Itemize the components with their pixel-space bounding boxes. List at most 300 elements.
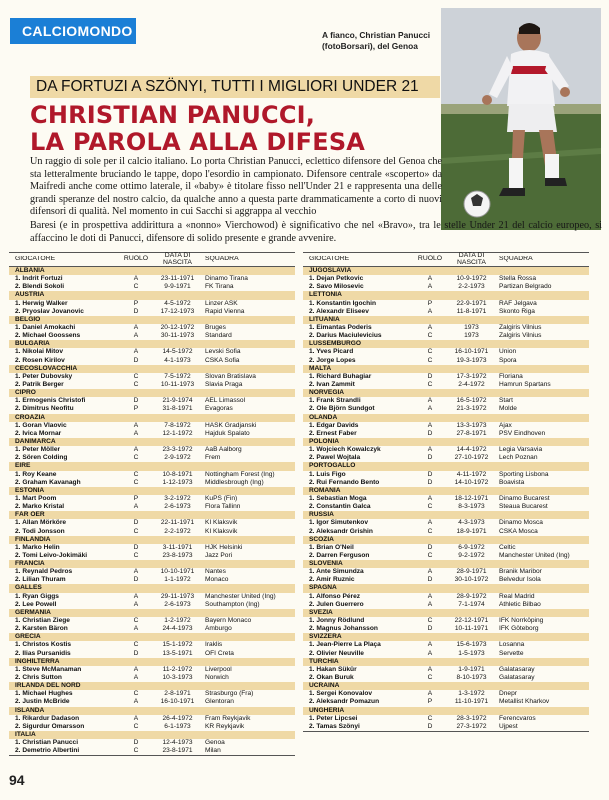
player-dob: 13-5-1971 xyxy=(162,649,193,657)
player-role: C xyxy=(133,641,139,649)
player-name: 1. Dejan Petkovic xyxy=(309,275,364,283)
player-role: D xyxy=(133,397,139,405)
player-dob: 12-1-1972 xyxy=(162,429,193,437)
title-line-2: LA PAROLA ALLA DIFESA xyxy=(30,128,366,156)
country-name: GERMANIA xyxy=(15,608,51,616)
player-team: Start xyxy=(499,397,513,405)
players-table-right xyxy=(303,252,589,732)
player-row xyxy=(9,332,295,340)
player-name: 2. Ivan Zammit xyxy=(309,380,355,388)
player-role: C xyxy=(133,617,139,625)
section-tag: CALCIOMONDO xyxy=(10,18,136,44)
player-dob: 7-1-1974 xyxy=(458,600,485,608)
players-table-left xyxy=(9,252,295,756)
player-team: Amburgo xyxy=(205,625,232,633)
player-name: 2. Amir Ruznic xyxy=(309,576,355,584)
player-role: A xyxy=(427,397,433,405)
player-dob: 21-3-1972 xyxy=(456,405,487,413)
player-dob: 1-2-1972 xyxy=(164,617,191,625)
country-name: FINLANDIA xyxy=(15,535,51,543)
player-row xyxy=(9,528,295,536)
player-name: 2. Ilias Pursanidis xyxy=(15,649,71,657)
player-role: A xyxy=(133,275,139,283)
country-row xyxy=(303,487,589,495)
table-header xyxy=(303,253,589,267)
player-role: C xyxy=(133,283,139,291)
player-row xyxy=(9,430,295,438)
player-dob: 12-4-1973 xyxy=(162,739,193,747)
player-dob: 1-5-1973 xyxy=(458,649,485,657)
country-name: CECOSLOVACCHIA xyxy=(15,364,78,372)
player-name: 2. Alexandr Eliseev xyxy=(309,307,369,315)
player-name: 2. Okan Buruk xyxy=(309,674,354,682)
player-dob: 19-3-1973 xyxy=(456,356,487,364)
country-name: MALTA xyxy=(309,364,332,372)
player-name: 2. Chris Sutton xyxy=(15,674,62,682)
player-dob: 9-9-1971 xyxy=(164,283,191,291)
player-role: A xyxy=(133,348,139,356)
player-role: C xyxy=(427,617,433,625)
player-name: 1. Roy Keane xyxy=(15,470,57,478)
player-team: CSKA Sofia xyxy=(205,356,240,364)
header-team: SQUADRA xyxy=(205,256,239,263)
player-row xyxy=(303,446,589,454)
table-header xyxy=(9,253,295,267)
player-team: OFI Creta xyxy=(205,649,234,657)
player-role: A xyxy=(427,307,433,315)
player-team: Norwich xyxy=(205,674,229,682)
player-dob: 18-9-1971 xyxy=(456,527,487,535)
player-team: Steaua Bucarest xyxy=(499,503,548,511)
country-row xyxy=(9,291,295,299)
player-name: 1. Christian Panucci xyxy=(15,739,79,747)
player-team: Skonto Riga xyxy=(499,307,535,315)
country-row xyxy=(9,267,295,275)
player-dob: 14-4-1972 xyxy=(456,446,487,454)
player-role: A xyxy=(427,649,433,657)
player-team: Levski Sofia xyxy=(205,348,241,356)
player-role: C xyxy=(133,380,139,388)
player-role: C xyxy=(133,372,139,380)
player-dob: 6-1-1973 xyxy=(164,722,191,730)
player-row xyxy=(9,552,295,560)
player-role: D xyxy=(427,372,433,380)
player-dob: 11-2-1972 xyxy=(162,665,193,673)
player-name: 2. Julen Guerrero xyxy=(309,600,364,608)
player-row xyxy=(9,283,295,291)
country-name: EIRE xyxy=(15,462,31,470)
player-dob: 27-8-1971 xyxy=(456,429,487,437)
player-row xyxy=(303,454,589,462)
player-row xyxy=(9,308,295,316)
player-role: A xyxy=(427,592,433,600)
player-row xyxy=(9,324,295,332)
country-name: SCOZIA xyxy=(309,535,334,543)
player-team: FK Tirana xyxy=(205,283,234,291)
country-name: NORVEGIA xyxy=(309,389,345,397)
player-dob: 7-8-1972 xyxy=(164,421,191,429)
player-row xyxy=(9,568,295,576)
player-role: C xyxy=(427,503,433,511)
country-row xyxy=(9,462,295,470)
player-dob: 1-1-1972 xyxy=(164,576,191,584)
player-name: 1. Edgar Davids xyxy=(309,421,359,429)
player-team: Slavia Praga xyxy=(205,380,243,388)
player-name: 1. Christian Ziege xyxy=(15,617,70,625)
player-row xyxy=(303,300,589,308)
player-dob: 8-10-1973 xyxy=(456,674,487,682)
country-row xyxy=(303,560,589,568)
header-dob: DATA DI NASCITA xyxy=(163,251,192,266)
player-dob: 11-10-1971 xyxy=(454,698,489,706)
country-row xyxy=(9,340,295,348)
player-team: Galatasaray xyxy=(499,674,535,682)
player-dob: 10-11-1971 xyxy=(454,625,489,633)
player-dob: 22-12-1971 xyxy=(454,617,489,625)
player-dob: 10-11-1973 xyxy=(160,380,195,388)
player-name: 1. Igor Simutenkov xyxy=(309,519,368,527)
player-name: 2. Blendi Sokoli xyxy=(15,283,65,291)
player-team: Jazz Pori xyxy=(205,551,233,559)
player-name: 1. Peter Dubovsky xyxy=(15,372,73,380)
country-name: FRANCIA xyxy=(15,560,45,568)
country-name: ALBANIA xyxy=(15,267,45,274)
player-role: D xyxy=(133,649,139,657)
player-team: Branik Maribor xyxy=(499,568,542,576)
player-role: A xyxy=(427,690,433,698)
player-team: AaB Aalborg xyxy=(205,446,242,454)
player-role: D xyxy=(427,576,433,584)
country-name: IRLANDA DEL NORD xyxy=(15,682,81,690)
player-role: C xyxy=(133,722,139,730)
player-row xyxy=(9,617,295,625)
country-name: RUSSIA xyxy=(309,511,334,519)
player-team: Ferencvaros xyxy=(499,714,536,722)
country-name: SVEZIA xyxy=(309,608,333,616)
country-row xyxy=(303,633,589,641)
player-role: D xyxy=(427,722,433,730)
country-name: UNGHERIA xyxy=(309,706,345,714)
player-row xyxy=(303,373,589,381)
country-row xyxy=(9,584,295,592)
country-row xyxy=(9,658,295,666)
player-dob: 10-10-1971 xyxy=(160,568,195,576)
player-role: P xyxy=(427,698,433,706)
player-role: A xyxy=(133,429,139,437)
player-row xyxy=(303,405,589,413)
player-role: P xyxy=(133,299,139,307)
player-dob: 10-9-1972 xyxy=(456,275,487,283)
player-row xyxy=(9,454,295,462)
player-team: Fram Reykjavik xyxy=(205,714,251,722)
player-name: 1. Peter Lipcsei xyxy=(309,714,358,722)
player-dob: 22-11-1971 xyxy=(160,519,195,527)
player-name: 1. Rikardur Dadason xyxy=(15,714,80,722)
player-name: 2. Savo Milosevic xyxy=(309,283,364,291)
player-row xyxy=(9,576,295,584)
country-row xyxy=(303,291,589,299)
player-role: D xyxy=(133,543,139,551)
player-dob: 2-8-1971 xyxy=(164,690,191,698)
player-team: Dinamo Bucarest xyxy=(499,494,550,502)
player-role: D xyxy=(133,576,139,584)
player-dob: 1-9-1971 xyxy=(458,665,485,673)
player-role: A xyxy=(133,625,139,633)
player-dob: 22-9-1971 xyxy=(456,299,487,307)
player-row xyxy=(9,641,295,649)
header-role: RUOLO xyxy=(123,255,149,263)
player-role: A xyxy=(427,519,433,527)
country-name: LITUANIA xyxy=(309,315,340,323)
player-role: C xyxy=(427,348,433,356)
player-team: Ujpest xyxy=(499,722,518,730)
player-dob: 15-6-1973 xyxy=(456,641,487,649)
player-dob: 20-12-1972 xyxy=(160,323,195,331)
player-role: A xyxy=(133,446,139,454)
player-name: 2. Pawel Wojtala xyxy=(309,454,361,462)
player-dob: 18-12-1971 xyxy=(454,494,489,502)
player-team: Liverpool xyxy=(205,665,232,673)
player-role: A xyxy=(427,568,433,576)
player-role: D xyxy=(427,454,433,462)
player-team: HASK Gradjanski xyxy=(205,421,257,429)
player-dob: 31-8-1971 xyxy=(162,405,193,413)
country-name: CIPRO xyxy=(15,389,36,397)
player-row xyxy=(9,698,295,706)
player-team: Spora xyxy=(499,356,517,364)
player-team: Molde xyxy=(499,405,517,413)
player-dob: 21-9-1974 xyxy=(162,397,193,405)
player-dob: 13-3-1973 xyxy=(456,421,487,429)
player-team: Losanna xyxy=(499,641,525,649)
player-role: D xyxy=(427,429,433,437)
country-name: PORTOGALLO xyxy=(309,462,356,470)
country-row xyxy=(303,389,589,397)
player-role: A xyxy=(427,641,433,649)
player-team: KI Klaksvik xyxy=(205,519,238,527)
player-name: 2. Lilian Thuram xyxy=(15,576,66,584)
player-dob: 23-8-1971 xyxy=(162,747,193,755)
player-row xyxy=(303,593,589,601)
player-name: 1. Luis Figo xyxy=(309,470,346,478)
player-role: D xyxy=(427,470,433,478)
player-name: 2. Darren Ferguson xyxy=(309,551,370,559)
player-team: Hamrun Spartans xyxy=(499,380,551,388)
player-dob: 2-6-1973 xyxy=(164,503,191,511)
country-row xyxy=(303,462,589,470)
player-dob: 27-3-1972 xyxy=(456,722,487,730)
country-row xyxy=(303,707,589,715)
player-name: 1. Ryan Giggs xyxy=(15,592,59,600)
player-name: 1. Wojciech Kowalczyk xyxy=(309,446,381,454)
player-role: A xyxy=(133,665,139,673)
country-row xyxy=(303,316,589,324)
photo-caption: A fianco, Christian Panucci (fotoBorsari), del Genoa xyxy=(322,30,431,51)
player-dob: 17-3-1972 xyxy=(456,372,487,380)
player-name: 1. Hakan Sükür xyxy=(309,665,357,673)
player-photo-illustration xyxy=(441,8,601,230)
player-team: Linzer ASK xyxy=(205,299,238,307)
player-team: Boavista xyxy=(499,478,525,486)
player-role: A xyxy=(427,665,433,673)
player-team: Frem xyxy=(205,454,221,462)
country-name: POLONIA xyxy=(309,437,340,445)
player-team: Dinamo Tirana xyxy=(205,275,248,283)
player-row xyxy=(303,357,589,365)
player-team: AEL Limassol xyxy=(205,397,246,405)
country-row xyxy=(303,682,589,690)
player-dob: 3-11-1971 xyxy=(162,543,193,551)
player-name: 1. Ermogenis Christofi xyxy=(15,397,86,405)
player-team: Sporting Lisbona xyxy=(499,470,549,478)
country-row xyxy=(303,267,589,275)
player-team: KuPS (Fin) xyxy=(205,494,238,502)
player-row xyxy=(9,381,295,389)
player-dob: 1-12-1973 xyxy=(162,478,193,486)
player-role: C xyxy=(427,332,433,340)
player-role: A xyxy=(427,600,433,608)
country-row xyxy=(9,316,295,324)
player-row xyxy=(303,430,589,438)
country-name: INGHILTERRA xyxy=(15,657,60,665)
player-row xyxy=(303,422,589,430)
country-row xyxy=(303,511,589,519)
player-role: A xyxy=(427,283,433,291)
player-role: A xyxy=(133,323,139,331)
player-dob: 10-3-1973 xyxy=(162,674,193,682)
player-team: Monaco xyxy=(205,576,229,584)
player-row xyxy=(9,650,295,658)
player-row xyxy=(303,479,589,487)
player-team: KR Reykjavik xyxy=(205,722,245,730)
player-name: 1. Konstantin Igochin xyxy=(309,299,377,307)
player-dob: 23-3-1972 xyxy=(162,446,193,454)
player-role: C xyxy=(427,356,433,364)
player-role: P xyxy=(133,494,139,502)
country-name: ROMANIA xyxy=(309,486,341,494)
player-role: A xyxy=(133,592,139,600)
player-name: 1. Ante Simundza xyxy=(309,568,364,576)
country-name: LUSSEMBURGO xyxy=(309,340,362,348)
player-row xyxy=(303,650,589,658)
header-dob: DATA DI NASCITA xyxy=(457,251,486,266)
player-row xyxy=(303,381,589,389)
lead-paragraph: Un raggio di sole per il calcio italiano. Lo porta Christian Panucci, eclettico difensore del Genoa che sta letteralmente bruciando le tappe, dopo l'esordio in campionato. Difensore centrale «scoperto» da Maifredi anche come ottimo laterale, il «baby» è titolare fisso nell'Under 21 e rappresenta una delle grandi speranze del nostro calcio, da qualche anno a questa parte drammaticamente a corto di nuovi difensori di qualità. Nel momento in cui Sacchi si aggrappa al vecchio xyxy=(30,156,442,218)
player-dob: 30-10-1972 xyxy=(454,576,489,584)
player-role: D xyxy=(427,543,433,551)
country-row xyxy=(9,365,295,373)
player-name: 2. Sören Colding xyxy=(15,454,68,462)
player-role: A xyxy=(427,446,433,454)
player-row xyxy=(9,479,295,487)
player-role: A xyxy=(427,323,433,331)
player-role: D xyxy=(133,739,139,747)
player-row xyxy=(9,446,295,454)
player-row xyxy=(9,405,295,413)
player-team: Athletic Bilbao xyxy=(499,600,541,608)
player-name: 2. Pryoslav Jovanovic xyxy=(15,307,84,315)
player-row xyxy=(303,715,589,723)
player-team: Metallist Kharkov xyxy=(499,698,550,706)
player-role: A xyxy=(133,714,139,722)
player-row xyxy=(9,690,295,698)
player-dob: 6-9-1972 xyxy=(458,543,485,551)
player-dob: 28-9-1971 xyxy=(456,568,487,576)
player-row xyxy=(303,332,589,340)
player-team: Zalgiris Vilnius xyxy=(499,323,542,331)
player-role: A xyxy=(133,698,139,706)
country-row xyxy=(9,682,295,690)
player-name: 2. Olivier Neuville xyxy=(309,649,364,657)
player-row xyxy=(9,357,295,365)
player-dob: 2-6-1973 xyxy=(164,600,191,608)
player-row xyxy=(9,593,295,601)
player-row xyxy=(303,308,589,316)
country-row xyxy=(303,340,589,348)
player-name: 2. Rui Fernando Bento xyxy=(309,478,380,486)
player-name: 2. Magnus Johansson xyxy=(309,625,378,633)
player-role: C xyxy=(133,478,139,486)
player-role: D xyxy=(133,519,139,527)
player-dob: 16-10-1971 xyxy=(160,698,195,706)
player-name: 2. Patrik Berger xyxy=(15,380,64,388)
player-team: Nantes xyxy=(205,568,226,576)
player-team: Bruges xyxy=(205,323,226,331)
player-row xyxy=(303,617,589,625)
player-dob: 2-9-1972 xyxy=(164,454,191,462)
player-role: A xyxy=(427,275,433,283)
player-role: D xyxy=(427,625,433,633)
country-name: GRECIA xyxy=(15,633,41,641)
player-row xyxy=(303,275,589,283)
player-name: 1. Goran Vlaovic xyxy=(15,421,67,429)
player-role: C xyxy=(427,674,433,682)
player-dob: 1973 xyxy=(464,332,479,340)
player-role: A xyxy=(133,503,139,511)
player-dob: 23-8-1973 xyxy=(162,551,193,559)
player-dob: 28-9-1972 xyxy=(456,592,487,600)
player-name: 2. Marko Kristal xyxy=(15,503,65,511)
player-row xyxy=(303,552,589,560)
country-name: SLOVENIA xyxy=(309,560,343,568)
player-row xyxy=(303,397,589,405)
player-row xyxy=(9,666,295,674)
player-row xyxy=(9,715,295,723)
player-photo xyxy=(441,8,601,230)
country-name: SVIZZERA xyxy=(309,633,342,641)
player-role: D xyxy=(133,356,139,364)
country-row xyxy=(303,658,589,666)
player-team: Partizan Belgrado xyxy=(499,283,552,291)
country-name: BELGIO xyxy=(15,315,41,323)
player-dob: 2-4-1972 xyxy=(458,380,485,388)
player-team: Dinamo Mosca xyxy=(499,519,543,527)
player-role: P xyxy=(427,299,433,307)
player-team: Genoa xyxy=(205,739,225,747)
player-dob: 8-3-1973 xyxy=(458,503,485,511)
country-row xyxy=(9,389,295,397)
player-row xyxy=(9,601,295,609)
country-row xyxy=(9,438,295,446)
title-line-1: CHRISTIAN PANUCCI, xyxy=(30,101,316,129)
player-name: 2. Michael Goossens xyxy=(15,332,81,340)
country-name: TURCHIA xyxy=(309,657,339,665)
player-name: 1. Herwig Walker xyxy=(15,299,68,307)
player-dob: 16-5-1972 xyxy=(456,397,487,405)
header-player: GIOCATORE xyxy=(15,256,56,263)
player-role: A xyxy=(133,674,139,682)
player-dob: 28-3-1972 xyxy=(456,714,487,722)
